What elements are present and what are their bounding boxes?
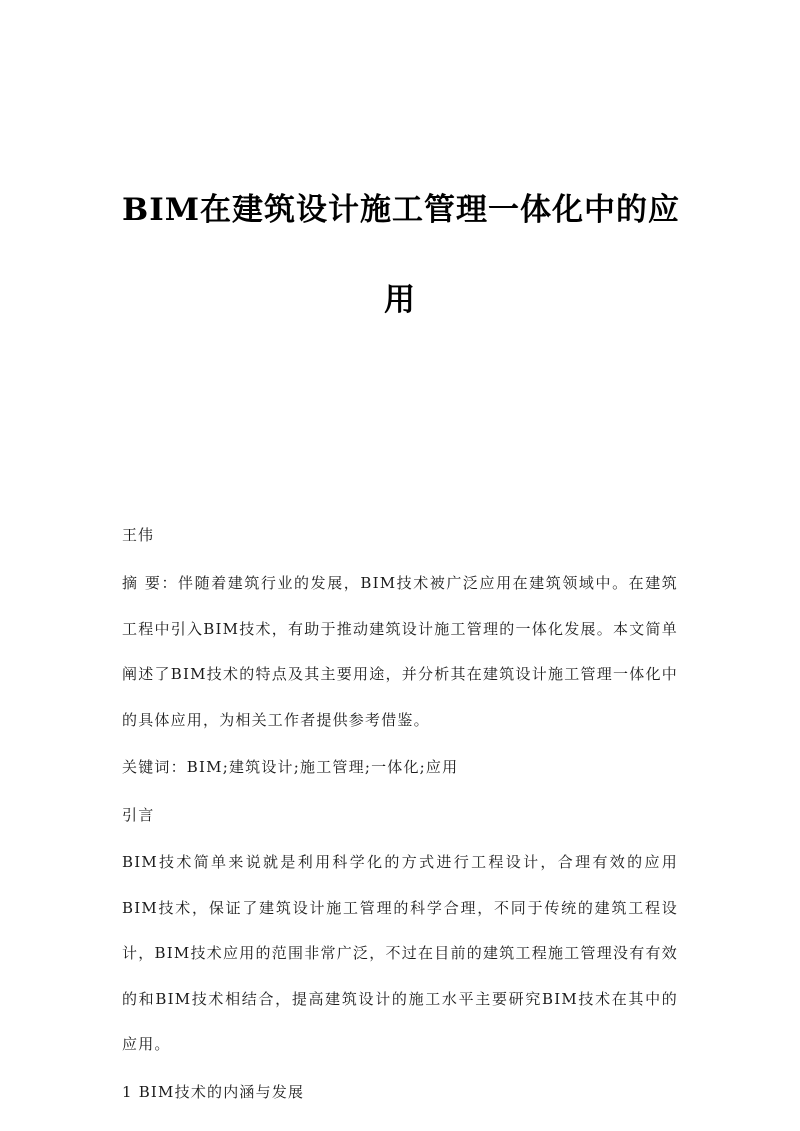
abstract-paragraph: 摘 要：伴随着建筑行业的发展，BIM技术被广泛应用在建筑领域中。在建筑工程中引入BIM技术，有助于推动建筑设计施工管理的一体化发展。本文简单阐述了BIM技术的特点及其主要用途，并分析其在建筑设计施工管理一体化中的具体应用，为相关工作者提供参考借鉴。 (122, 574, 678, 729)
introduction-heading: 引言 (122, 805, 155, 824)
title-line-1: BIM在建筑设计施工管理一体化中的应 (122, 192, 681, 228)
keywords-line: 关键词：BIM;建筑设计;施工管理;一体化;应用 (122, 758, 459, 776)
title-line-2: 用 (384, 282, 416, 318)
document-title (122, 0, 681, 345)
section-1-heading: 1 BIM技术的内涵与发展 (122, 1082, 305, 1101)
author-name: 王伟 (122, 526, 155, 544)
introduction-paragraph: BIM技术简单来说就是利用科学化的方式进行工程设计，合理有效的应用BIM技术，保证了建筑设计施工管理的科学合理，不同于传统的建筑工程设计，BIM技术应用的范围非常广泛，不过在目前的建筑工程施工管理没有有效的和BIM技术相结合，提高建筑设计的施工水平主要研究BIM技术在其中的应用。 (122, 853, 678, 1053)
